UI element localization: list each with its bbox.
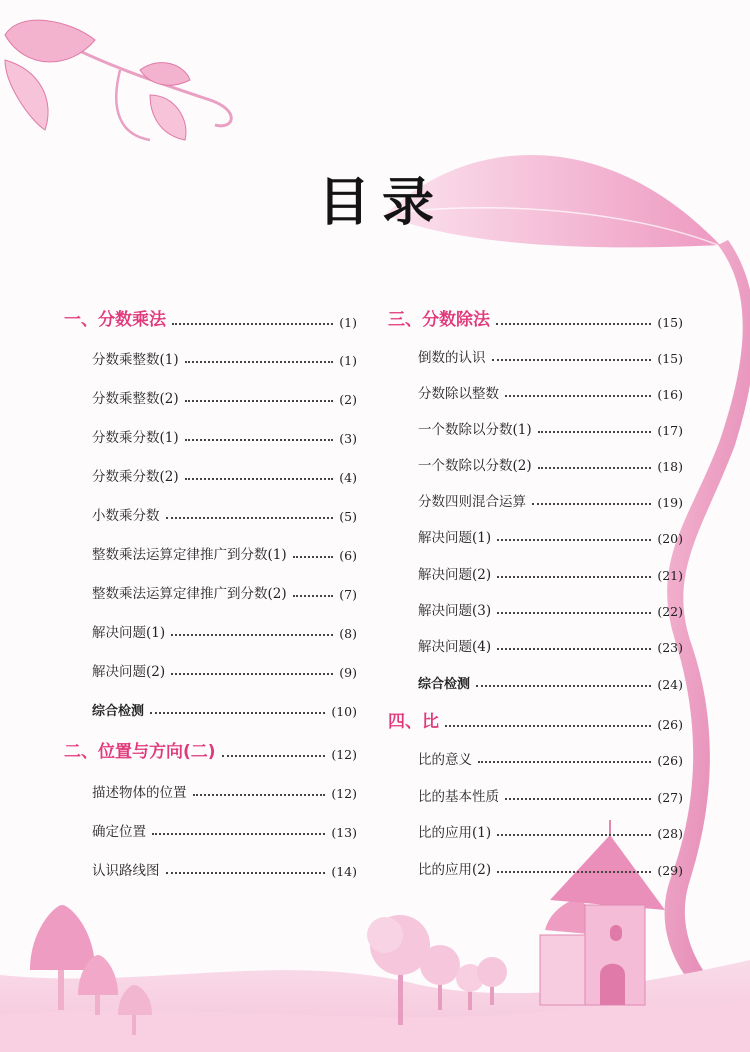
toc-entry-label: 倒数的认识 — [418, 350, 486, 366]
toc-entry[interactable] — [418, 344, 683, 366]
toc-entry[interactable] — [418, 561, 683, 583]
toc-page-number: (23) — [657, 640, 683, 655]
toc-entry-label: 分数乘分数(1) — [92, 430, 179, 446]
toc-page-number: (9) — [339, 665, 357, 680]
toc-page-number: (21) — [657, 568, 683, 583]
dot-leader — [478, 761, 651, 763]
dot-leader — [172, 323, 333, 325]
toc-page-number: (19) — [657, 495, 683, 510]
toc-entry-label: 四、比 — [388, 712, 439, 732]
toc-page-number: (27) — [657, 790, 683, 805]
toc-page-number: (12) — [331, 786, 357, 801]
dot-leader — [166, 517, 334, 519]
toc-entry[interactable] — [418, 783, 683, 805]
toc-entry-label: 解决问题(2) — [418, 567, 492, 583]
dot-leader — [193, 794, 326, 796]
toc-entry[interactable] — [92, 424, 357, 446]
dot-leader — [505, 798, 651, 800]
dot-leader — [497, 871, 651, 873]
toc-entry-label: 解决问题(2) — [92, 664, 166, 680]
toc-entry-label: 描述物体的位置 — [92, 785, 187, 801]
toc-entry-label: 小数乘分数 — [92, 508, 160, 524]
toc-entry[interactable] — [92, 541, 357, 563]
toc-entry[interactable] — [418, 746, 683, 768]
toc-entry[interactable] — [418, 819, 683, 841]
toc-entry[interactable] — [92, 619, 357, 641]
toc-entry-label: 分数乘整数(2) — [92, 391, 179, 407]
toc-entry[interactable] — [418, 670, 683, 692]
toc-entry[interactable] — [92, 346, 357, 368]
dot-leader — [171, 673, 333, 675]
toc-entry-label: 三、分数除法 — [388, 310, 490, 330]
toc-page-number: (4) — [339, 470, 357, 485]
toc-page-number: (26) — [657, 717, 683, 732]
dot-leader — [532, 503, 651, 505]
dot-leader — [445, 725, 651, 727]
page-title: 目录 — [318, 173, 447, 233]
toc-entry-label: 比的基本性质 — [418, 789, 499, 805]
toc-page-number: (2) — [339, 392, 357, 407]
toc-entry-label: 解决问题(3) — [418, 603, 492, 619]
toc-page-number: (6) — [339, 548, 357, 563]
toc-page-number: (29) — [657, 863, 683, 878]
toc-entry[interactable] — [418, 488, 683, 510]
toc-page-number: (5) — [339, 509, 357, 524]
toc-entry[interactable] — [418, 597, 683, 619]
dot-leader — [492, 359, 652, 361]
toc-entry[interactable] — [92, 779, 357, 801]
dot-leader — [166, 872, 326, 874]
toc-entry-label: 分数乘整数(1) — [92, 352, 179, 368]
toc-page-number: (13) — [331, 825, 357, 840]
dot-leader — [538, 467, 652, 469]
toc-page-number: (15) — [657, 351, 683, 366]
toc-page-number: (20) — [657, 531, 683, 546]
toc-page-number: (3) — [339, 431, 357, 446]
toc-page-number: (22) — [657, 604, 683, 619]
dot-leader — [497, 648, 651, 650]
toc-section-heading[interactable] — [64, 740, 357, 762]
toc-entry[interactable] — [92, 580, 357, 602]
toc-entry-label: 分数乘分数(2) — [92, 469, 179, 485]
toc-page-number: (24) — [657, 677, 683, 692]
toc-entry[interactable] — [418, 416, 683, 438]
toc-entry-label: 解决问题(1) — [418, 530, 492, 546]
toc-page-number: (8) — [339, 626, 357, 641]
toc-page-number: (1) — [339, 353, 357, 368]
dot-leader — [505, 395, 651, 397]
dot-leader — [185, 361, 334, 363]
toc-entry-label: 综合检测 — [92, 704, 145, 719]
toc-page-number: (26) — [657, 753, 683, 768]
toc-page-number: (18) — [657, 459, 683, 474]
toc-entry[interactable] — [92, 857, 357, 879]
toc-entry-label: 一个数除以分数(1) — [418, 422, 532, 438]
toc-entry-label: 分数除以整数 — [418, 386, 499, 402]
dot-leader — [171, 634, 333, 636]
toc-entry-label: 解决问题(4) — [418, 639, 492, 655]
dot-leader — [476, 685, 651, 687]
toc-page-number: (16) — [657, 387, 683, 402]
toc-section-heading[interactable] — [64, 308, 357, 330]
toc-entry-label: 一、分数乘法 — [64, 310, 166, 330]
toc-page-number: (1) — [339, 315, 357, 330]
dot-leader — [185, 400, 334, 402]
toc-section-heading[interactable] — [388, 308, 683, 330]
toc-entry[interactable] — [418, 380, 683, 402]
toc-page-number: (12) — [331, 747, 357, 762]
toc-page-number: (7) — [339, 587, 357, 602]
toc-entry-label: 确定位置 — [92, 824, 146, 840]
dot-leader — [538, 431, 652, 433]
toc-entry-label: 一个数除以分数(2) — [418, 458, 532, 474]
castle-icon — [540, 820, 665, 1005]
toc-entry[interactable] — [418, 524, 683, 546]
dot-leader — [293, 556, 334, 558]
dot-leader — [497, 576, 651, 578]
toc-section-heading[interactable] — [388, 710, 683, 732]
toc-page-number: (14) — [331, 864, 357, 879]
toc-entry[interactable] — [92, 658, 357, 680]
toc-entry-label: 比的意义 — [418, 752, 472, 768]
toc-entry-label: 比的应用(2) — [418, 862, 492, 878]
toc-entry-label: 整数乘法运算定律推广到分数(2) — [92, 586, 287, 602]
toc-entry-label: 二、位置与方向(二) — [64, 742, 216, 762]
dot-leader — [497, 834, 651, 836]
toc-entry[interactable] — [418, 856, 683, 878]
toc-entry[interactable] — [418, 452, 683, 474]
dot-leader — [185, 478, 334, 480]
dot-leader — [497, 539, 651, 541]
toc-entry-label: 认识路线图 — [92, 863, 160, 879]
dot-leader — [293, 595, 334, 597]
toc-page-number: (28) — [657, 826, 683, 841]
dot-leader — [222, 755, 326, 757]
dot-leader — [152, 833, 325, 835]
toc-entry-label: 比的应用(1) — [418, 825, 492, 841]
toc-entry[interactable] — [92, 463, 357, 485]
toc-entry[interactable] — [92, 697, 357, 719]
toc-entry-label: 解决问题(1) — [92, 625, 166, 641]
dot-leader — [497, 612, 651, 614]
branch-leaves-icon — [5, 20, 231, 140]
dot-leader — [150, 712, 325, 714]
toc-page-number: (15) — [657, 315, 683, 330]
toc-entry[interactable] — [92, 385, 357, 407]
toc-entry[interactable] — [418, 633, 683, 655]
toc-entry-label: 分数四则混合运算 — [418, 494, 526, 510]
toc-entry[interactable] — [92, 818, 357, 840]
dot-leader — [185, 439, 334, 441]
toc-entry-label: 整数乘法运算定律推广到分数(1) — [92, 547, 287, 563]
toc-entry-label: 综合检测 — [418, 677, 471, 692]
toc-entry[interactable] — [92, 502, 357, 524]
toc-page-number: (10) — [331, 704, 357, 719]
dot-leader — [496, 323, 651, 325]
toc-page-number: (17) — [657, 423, 683, 438]
